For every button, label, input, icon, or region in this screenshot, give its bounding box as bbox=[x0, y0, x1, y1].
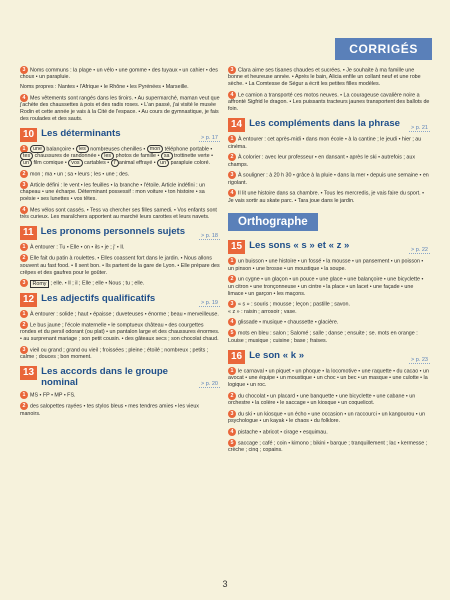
s15-item-2: 2 un cygne • un glaçon • un pouce • une glace • une balançoire • une bicyclette • un citron • une tronçonneuse • un cintre • la place • un lacet • une façade • une limace • un garçon • les maçons. bbox=[228, 276, 424, 297]
item-number: 2 bbox=[20, 321, 28, 329]
item-number: 5 bbox=[228, 329, 236, 337]
section-number: 14 bbox=[228, 118, 245, 132]
section-title: Les sons « s » et « z » bbox=[249, 240, 350, 252]
item-number: 3 bbox=[228, 300, 236, 308]
s12-item-2: 2 Le bus jaune ; l'école maternelle • le somptueux château • des courgettes rondes et du persil odorant (ou plat) • un pantalon large et des chaussures énormes. • au surprenant mariage ; son petit cousin. • des gâteaux secs ; son chocolat chaud. bbox=[20, 321, 220, 343]
item-number: 3 bbox=[20, 279, 28, 287]
item-number: 4 bbox=[20, 206, 28, 214]
item-number: 4 bbox=[228, 189, 236, 197]
item-number: 2 bbox=[20, 254, 28, 262]
s11-item-2: 2 Elle fait du patin à roulettes. • Elles coassent fort dans le jardin. • Nous allons souvent au fast food. • Il sent bon. • Ils partent de la gare de Lyon. • Elle prépare des crêpes et des gaufres pour le goûter. bbox=[20, 255, 220, 276]
section-number: 10 bbox=[20, 128, 37, 142]
section-14-header bbox=[228, 118, 430, 132]
section-number: 13 bbox=[20, 366, 37, 380]
page-reference-link[interactable]: > p. 20 bbox=[201, 381, 218, 388]
item-number: 3 bbox=[20, 181, 28, 189]
s15-item-5: 5 mots en bleu : salon ; Salomé ; salle ; danse ; ensuite ; se. mots en orange : Louise ; musique ; cuisine ; base ; fraises. bbox=[228, 330, 418, 344]
section-number: 11 bbox=[20, 226, 37, 240]
item-number: 3 bbox=[228, 171, 236, 179]
s11-item-1: 1 À entourer : Tu • Elle • on • ils • je ; j' • Il. bbox=[20, 243, 220, 251]
item-number: 1 bbox=[20, 145, 28, 153]
item-number: 1 bbox=[20, 310, 28, 318]
item-number: 1 bbox=[20, 243, 28, 251]
s13-item-2: 2 des salopettes rayées • tes stylos bleus • mes tendres amies • les vieux manoirs. bbox=[20, 403, 199, 417]
left-column bbox=[20, 66, 220, 420]
s16-item-2: 2 du chocolat • un placard • une banquette • une bicyclette • une cabane • un orchestre • la colère • le saccage • un kiosque • un coquelicot. bbox=[228, 392, 416, 407]
s16-item-5: 5 saccage ; café ; coin • kimono ; bikini • barque ; tranquillement ; lac • kermesse ; crèche ; cinq ; copains. bbox=[228, 439, 428, 454]
s10-item-1: 1 une balançoire • les nombreuses chenilles • mon téléphone portable • tes chaussures de randonnée • les photos de famille • sa trottinette verte • un film comique • vos cartables • l' animal effrayé • un parapluie coloré. bbox=[20, 145, 220, 167]
s14-item-4: 4 Il lit une histoire dans sa chambre. • Tous les mercredis, je vais faire du sport. • Je vais sortir au skate parc. • Tara joue dans le jardin. bbox=[228, 190, 425, 204]
s16-item-3: 3 du ski • un kiosque • un écho • une occasion • un raccourci • un kangourou • un psychologue • un kayak • le chaos • du folklore. bbox=[228, 410, 426, 425]
section-title: Les pronoms personnels sujets bbox=[40, 226, 186, 238]
section-15-header bbox=[228, 240, 430, 254]
corriges-badge: CORRIGÉS bbox=[335, 38, 432, 60]
item-number: 3 bbox=[228, 66, 236, 74]
right-item-4: 4 Le camion a transporté ces motos neuves. • La courageuse cavalière noire a affronté Sigfrid le dragon. • Les puissants tracteurs jaunes transportent des ballots de foin. bbox=[228, 92, 430, 113]
item-number: 2 bbox=[228, 153, 236, 161]
item-number: 5 bbox=[228, 439, 236, 447]
section-number: 15 bbox=[228, 240, 245, 254]
section-10-header bbox=[20, 128, 220, 142]
left-item-4: 4 Mes vêtements sont rangés dans les tiroirs. • Au supermarché, maman veut que j'achète des chaussettes à pois et des radis roses. • L'an passé, j'ai visité le musée Rodin et cette année je vais à la Cité de l'espace. • Au cours de gymnastique, je fais des roulades et des sauts. bbox=[20, 94, 220, 122]
item-number: 2 bbox=[20, 170, 28, 178]
section-title: Les adjectifs qualificatifs bbox=[41, 292, 156, 304]
item-number: 1 bbox=[228, 367, 236, 375]
section-number: 16 bbox=[228, 350, 245, 364]
top-band bbox=[0, 0, 450, 36]
s12-item-3: 3 vieil ou grand ; grand ou vieil ; froissées ; pleine ; étoilé ; nombreux ; petits ; calme ; douces ; bon moment. bbox=[20, 346, 209, 361]
section-title: Les accords dans le groupe nominal bbox=[41, 366, 169, 389]
orthographe-banner: Orthographe bbox=[228, 213, 318, 231]
section-16-header bbox=[228, 350, 430, 364]
left-item-3: 3 Noms communs : la plage • un vélo • une gomme • des tuyaux • un cahier • des choux • un parapluie. bbox=[20, 67, 218, 81]
section-title: Les compléments dans la phrase bbox=[249, 118, 401, 130]
item-number: 2 bbox=[228, 275, 236, 283]
item-number: 1 bbox=[228, 257, 236, 265]
s10-item-2: 2 mon ; ma • un ; sa • leurs ; les • une ; des. bbox=[20, 170, 220, 178]
item-number: 2 bbox=[20, 402, 28, 410]
s16-item-1: 1 le carnaval • un piquet • un phoque • la locomotive • une raquette • du cacao • un avocat • une équipe • un moustique • un choc • un bec • un masque • une culotte • la logique • un roc. bbox=[228, 367, 429, 389]
item-number: 3 bbox=[20, 346, 28, 354]
item-number: 2 bbox=[228, 392, 236, 400]
left-item-3b: Noms propres : Nantes • l'Afrique • le Rhône • les Pyrénées • Marseille. bbox=[20, 84, 189, 90]
item-number: 4 bbox=[20, 94, 28, 102]
s15-item-4: 4 glissade • musique • chaussette • glacière. bbox=[228, 318, 430, 326]
s15-item-3: 3 « s » : souris ; mousse ; leçon ; pastille ; savon. « z » : raisin ; arrosoir ; vase. bbox=[228, 301, 350, 315]
s14-item-1: 1 À entourer : cet après-midi • dans mon école • à la cantine ; le jeudi • hier ; au cinéma. bbox=[228, 136, 422, 150]
section-12-header bbox=[20, 293, 220, 307]
section-number: 12 bbox=[20, 293, 37, 307]
item-number: 1 bbox=[228, 135, 236, 143]
s14-item-2: 2 À colorier : avec leur professeur • en dansant • après le ski • autrefois ; aux champs. bbox=[228, 154, 415, 168]
s12-item-1: 1 À entourer : solide ; haut • épaisse ; duveteuses • énorme ; beau • merveilleuse. bbox=[20, 310, 220, 318]
s13-item-1: 1 MS • FP • MP • FS. bbox=[20, 391, 220, 399]
section-title: Le son « k » bbox=[249, 349, 305, 361]
page-number: 3 bbox=[222, 579, 228, 589]
item-number: 4 bbox=[228, 428, 236, 436]
item-number: 4 bbox=[228, 91, 236, 99]
page-reference-link[interactable]: > p. 21 bbox=[411, 125, 428, 132]
page-reference-link[interactable]: > p. 18 bbox=[201, 233, 218, 240]
page-reference-link[interactable]: > p. 23 bbox=[411, 356, 428, 363]
s14-item-3: 3 À souligner : à 20 h 30 • grâce à la pluie • dans la mer • depuis une semaine • en rigolant. bbox=[228, 172, 429, 186]
s16-item-4: 4 pistache • abricot • cirage • esquimau. bbox=[228, 428, 430, 436]
section-title: Les déterminants bbox=[41, 128, 121, 139]
page-reference-link[interactable]: > p. 22 bbox=[411, 247, 428, 254]
item-number: 3 bbox=[20, 66, 28, 74]
page-reference-link[interactable]: > p. 19 bbox=[201, 299, 218, 306]
s11-item-3: 3 Romy ; elle. • Il ; il ; Elle ; elle • Nous ; tu ; elle. bbox=[20, 279, 220, 287]
s10-item-3: 3 Article défini : le vent • les feuilles • la branche • l'étoile. Article indéfini : un chapeau • une écharpe. Déterminant possessif : mon voiture • ton histoire • sa poésie • ses lunettes • vos têtes. bbox=[20, 182, 206, 203]
item-number: 3 bbox=[228, 410, 236, 418]
right-column bbox=[228, 66, 430, 457]
s10-item-4: 4 Mes vélos sont cassés. • Tess va chercher ses filles samedi. • Vos enfants sont très curieux. Les maraîchers apportent au marché leurs carottes et leurs navets. bbox=[20, 207, 217, 221]
page-reference-link[interactable]: > p. 17 bbox=[201, 135, 218, 141]
section-13-header bbox=[20, 366, 220, 388]
s15-item-1: 1 un buisson • une histoire • un fossé • la mousse • un pansement • un poisson • un pinson • une brosse • un moustique • la soupe. bbox=[228, 258, 424, 272]
item-number: 4 bbox=[228, 318, 236, 326]
item-number: 1 bbox=[20, 391, 28, 399]
section-11-header bbox=[20, 226, 220, 240]
right-item-3: 3 Clara aime ses tisanes chaudes et sucrées. • Je souhaite à ma famille une bonne et heureuse année. • Après le bain, Alicia enfile un collant neuf et une robe sèche. • La Comtesse de Ségur a écrit les petites filles modèles. bbox=[228, 67, 421, 88]
